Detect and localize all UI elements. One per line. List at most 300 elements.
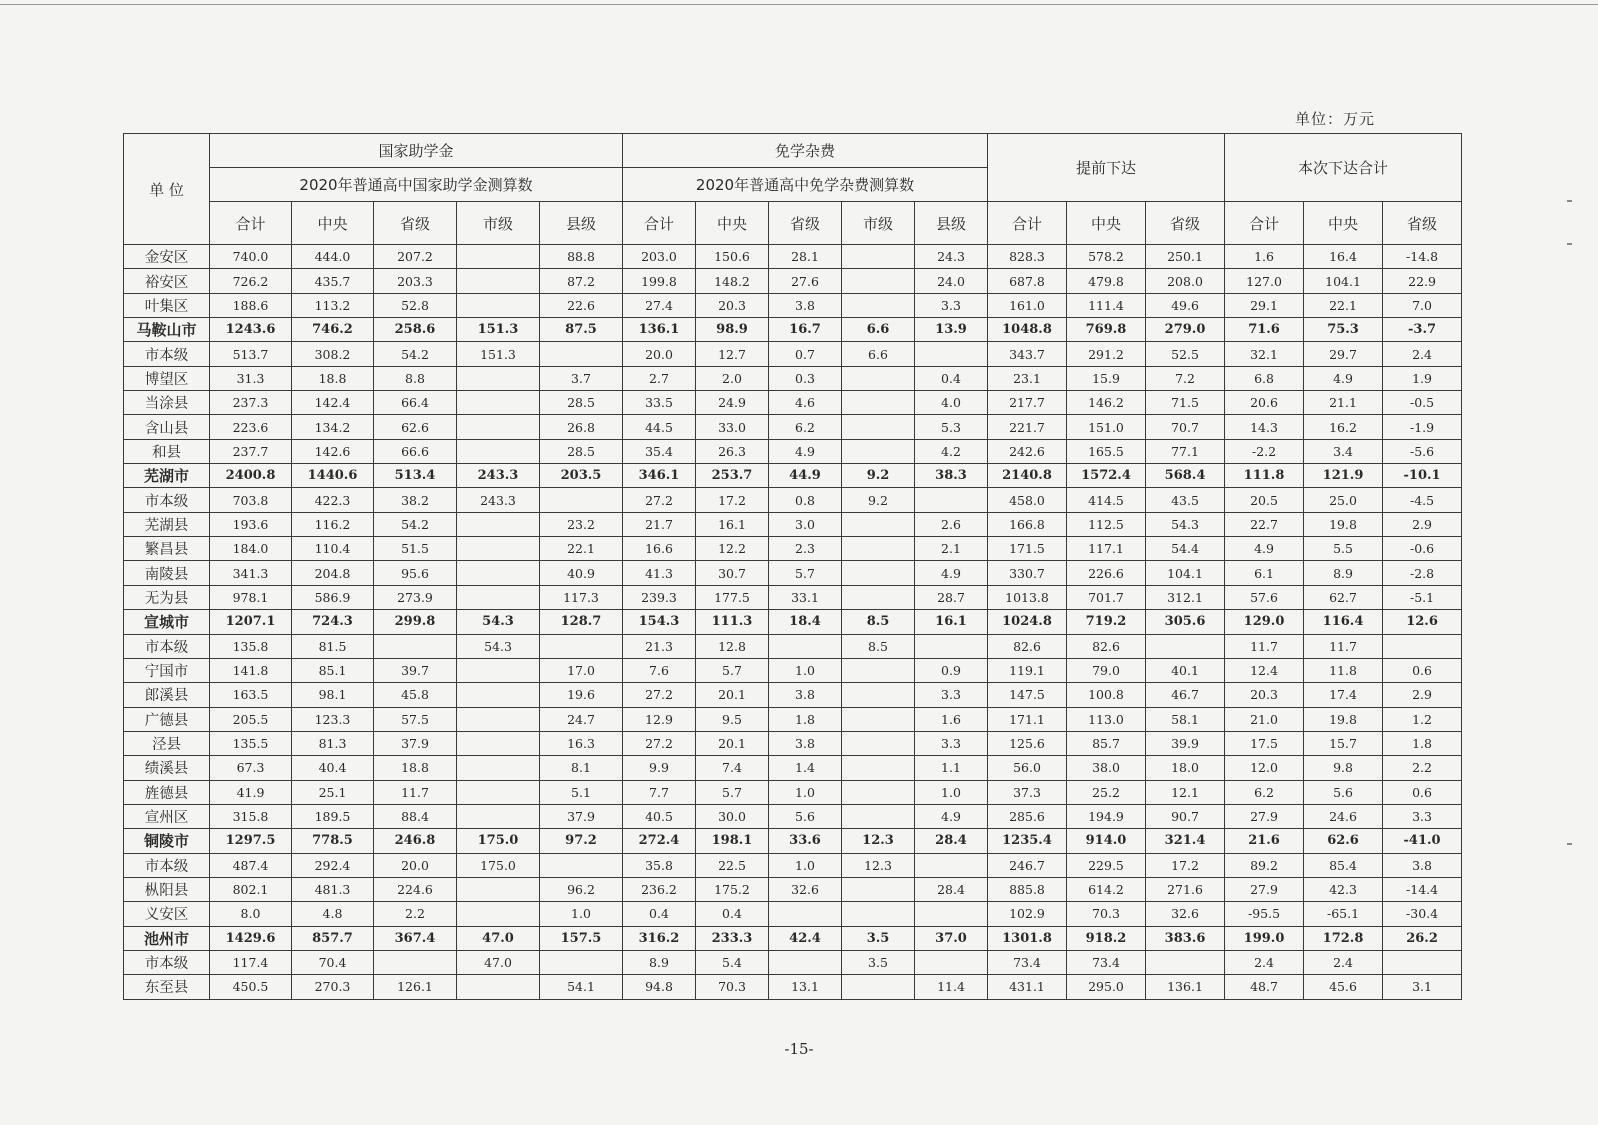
region-name-cell: 含山县 bbox=[124, 415, 210, 439]
value-cell: 270.3 bbox=[292, 975, 374, 999]
value-cell: 578.2 bbox=[1067, 245, 1146, 269]
value-cell: 157.5 bbox=[540, 926, 623, 950]
table-row bbox=[124, 439, 1462, 463]
value-cell: 1.0 bbox=[769, 853, 842, 877]
region-name-cell: 市本级 bbox=[124, 853, 210, 877]
value-cell: 154.3 bbox=[623, 610, 696, 634]
value-cell: 3.5 bbox=[842, 950, 915, 974]
value-cell: 0.6 bbox=[1383, 658, 1462, 682]
value-cell: 32.1 bbox=[1225, 342, 1304, 366]
column-header: 县级 bbox=[915, 202, 988, 245]
value-cell: 0.3 bbox=[769, 366, 842, 390]
value-cell: 18.4 bbox=[769, 610, 842, 634]
value-cell: 111.8 bbox=[1225, 464, 1304, 488]
table-row bbox=[124, 683, 1462, 707]
column-header: 合计 bbox=[988, 202, 1067, 245]
value-cell bbox=[842, 585, 915, 609]
value-cell: 0.6 bbox=[1383, 780, 1462, 804]
value-cell: 1207.1 bbox=[210, 610, 292, 634]
fee-subheader: 2020年普通高中免学杂费测算数 bbox=[623, 168, 988, 202]
value-cell: 740.0 bbox=[210, 245, 292, 269]
value-cell: 305.6 bbox=[1146, 610, 1225, 634]
value-cell: 4.9 bbox=[915, 561, 988, 585]
table-row bbox=[124, 366, 1462, 390]
table-row bbox=[124, 537, 1462, 561]
value-cell: 135.5 bbox=[210, 731, 292, 755]
value-cell: 14.3 bbox=[1225, 415, 1304, 439]
value-cell: 127.0 bbox=[1225, 269, 1304, 293]
value-cell: 16.4 bbox=[1304, 245, 1383, 269]
value-cell: 57.5 bbox=[374, 707, 457, 731]
value-cell: 8.9 bbox=[1304, 561, 1383, 585]
value-cell: 23.1 bbox=[988, 366, 1067, 390]
value-cell: -0.5 bbox=[1383, 391, 1462, 415]
value-cell: 19.8 bbox=[1304, 707, 1383, 731]
value-cell bbox=[842, 804, 915, 828]
region-name-cell: 市本级 bbox=[124, 950, 210, 974]
value-cell: 2.7 bbox=[623, 366, 696, 390]
value-cell: 2.2 bbox=[1383, 756, 1462, 780]
value-cell: 119.1 bbox=[988, 658, 1067, 682]
value-cell bbox=[540, 488, 623, 512]
value-cell: 778.5 bbox=[292, 829, 374, 853]
value-cell: 203.3 bbox=[374, 269, 457, 293]
value-cell: 2400.8 bbox=[210, 464, 292, 488]
value-cell: 19.8 bbox=[1304, 512, 1383, 536]
value-cell: 12.3 bbox=[842, 853, 915, 877]
advance-group-header: 提前下达 bbox=[988, 134, 1225, 202]
value-cell: 27.2 bbox=[623, 731, 696, 755]
value-cell bbox=[457, 902, 540, 926]
value-cell: 38.3 bbox=[915, 464, 988, 488]
value-cell: 2.0 bbox=[696, 366, 769, 390]
value-cell: 54.1 bbox=[540, 975, 623, 999]
value-cell: 77.1 bbox=[1146, 439, 1225, 463]
value-cell bbox=[457, 439, 540, 463]
value-cell bbox=[1383, 634, 1462, 658]
value-cell: 75.3 bbox=[1304, 318, 1383, 342]
value-cell: 5.3 bbox=[915, 415, 988, 439]
value-cell: 273.9 bbox=[374, 585, 457, 609]
value-cell: 3.0 bbox=[769, 512, 842, 536]
value-cell: 726.2 bbox=[210, 269, 292, 293]
value-cell: 24.7 bbox=[540, 707, 623, 731]
value-cell: 148.2 bbox=[696, 269, 769, 293]
value-cell: 5.7 bbox=[696, 780, 769, 804]
value-cell: 110.4 bbox=[292, 537, 374, 561]
value-cell bbox=[1146, 950, 1225, 974]
value-cell: 26.2 bbox=[1383, 926, 1462, 950]
value-cell: 151.0 bbox=[1067, 415, 1146, 439]
value-cell: 4.9 bbox=[1304, 366, 1383, 390]
value-cell: 33.6 bbox=[769, 829, 842, 853]
value-cell: 43.5 bbox=[1146, 488, 1225, 512]
value-cell: 172.8 bbox=[1304, 926, 1383, 950]
value-cell: 243.3 bbox=[457, 464, 540, 488]
value-cell bbox=[1383, 950, 1462, 974]
column-header: 省级 bbox=[1383, 202, 1462, 245]
value-cell: 81.5 bbox=[292, 634, 374, 658]
table-row bbox=[124, 512, 1462, 536]
value-cell: 4.0 bbox=[915, 391, 988, 415]
value-cell: 271.6 bbox=[1146, 877, 1225, 901]
column-header: 省级 bbox=[769, 202, 842, 245]
value-cell: 12.6 bbox=[1383, 610, 1462, 634]
top-border-line bbox=[0, 4, 1598, 5]
value-cell: 12.2 bbox=[696, 537, 769, 561]
value-cell: 746.2 bbox=[292, 318, 374, 342]
value-cell bbox=[457, 269, 540, 293]
value-cell bbox=[842, 391, 915, 415]
value-cell: 27.4 bbox=[623, 293, 696, 317]
value-cell: 8.1 bbox=[540, 756, 623, 780]
value-cell: 37.9 bbox=[374, 731, 457, 755]
value-cell: 223.6 bbox=[210, 415, 292, 439]
value-cell: 246.7 bbox=[988, 853, 1067, 877]
page-number: -15- bbox=[784, 1040, 814, 1058]
region-name-cell: 池州市 bbox=[124, 926, 210, 950]
value-cell: 136.1 bbox=[623, 318, 696, 342]
column-header: 市级 bbox=[457, 202, 540, 245]
value-cell: 1572.4 bbox=[1067, 464, 1146, 488]
value-cell: 58.1 bbox=[1146, 707, 1225, 731]
value-cell: 24.6 bbox=[1304, 804, 1383, 828]
value-cell: 13.9 bbox=[915, 318, 988, 342]
table-row bbox=[124, 707, 1462, 731]
value-cell: 3.3 bbox=[1383, 804, 1462, 828]
city-total-row bbox=[124, 464, 1462, 488]
value-cell: 299.8 bbox=[374, 610, 457, 634]
unit-column-header: 单 位 bbox=[124, 134, 210, 245]
value-cell: 687.8 bbox=[988, 269, 1067, 293]
region-name-cell: 博望区 bbox=[124, 366, 210, 390]
value-cell: 3.1 bbox=[1383, 975, 1462, 999]
region-name-cell: 繁昌县 bbox=[124, 537, 210, 561]
value-cell: 3.8 bbox=[1383, 853, 1462, 877]
value-cell bbox=[915, 488, 988, 512]
value-cell: 24.9 bbox=[696, 391, 769, 415]
value-cell: 1.0 bbox=[769, 658, 842, 682]
column-header: 合计 bbox=[623, 202, 696, 245]
value-cell bbox=[842, 293, 915, 317]
value-cell: 769.8 bbox=[1067, 318, 1146, 342]
region-name-cell: 金安区 bbox=[124, 245, 210, 269]
value-cell bbox=[915, 950, 988, 974]
value-cell: 19.6 bbox=[540, 683, 623, 707]
value-cell: 414.5 bbox=[1067, 488, 1146, 512]
value-cell: 54.3 bbox=[457, 634, 540, 658]
value-cell: 9.5 bbox=[696, 707, 769, 731]
value-cell: 71.6 bbox=[1225, 318, 1304, 342]
value-cell: 233.3 bbox=[696, 926, 769, 950]
value-cell: 1048.8 bbox=[988, 318, 1067, 342]
value-cell: 9.8 bbox=[1304, 756, 1383, 780]
value-cell: 9.2 bbox=[842, 464, 915, 488]
value-cell: 62.6 bbox=[1304, 829, 1383, 853]
region-name-cell: 枞阳县 bbox=[124, 877, 210, 901]
value-cell: -3.7 bbox=[1383, 318, 1462, 342]
region-name-cell: 泾县 bbox=[124, 731, 210, 755]
region-name-cell: 铜陵市 bbox=[124, 829, 210, 853]
value-cell: 104.1 bbox=[1146, 561, 1225, 585]
value-cell: 422.3 bbox=[292, 488, 374, 512]
value-cell: 6.6 bbox=[842, 318, 915, 342]
value-cell: 16.1 bbox=[696, 512, 769, 536]
value-cell: 87.2 bbox=[540, 269, 623, 293]
value-cell: 13.1 bbox=[769, 975, 842, 999]
value-cell: 2.1 bbox=[915, 537, 988, 561]
value-cell: 18.0 bbox=[1146, 756, 1225, 780]
value-cell: 20.0 bbox=[374, 853, 457, 877]
value-cell: 32.6 bbox=[769, 877, 842, 901]
value-cell: -1.9 bbox=[1383, 415, 1462, 439]
value-cell: 37.3 bbox=[988, 780, 1067, 804]
value-cell: 5.7 bbox=[696, 658, 769, 682]
value-cell: 41.3 bbox=[623, 561, 696, 585]
value-cell: 568.4 bbox=[1146, 464, 1225, 488]
value-cell: 88.4 bbox=[374, 804, 457, 828]
value-cell: 1.8 bbox=[769, 707, 842, 731]
value-cell: -30.4 bbox=[1383, 902, 1462, 926]
fee-group-header: 免学杂费 bbox=[623, 134, 988, 168]
value-cell bbox=[457, 293, 540, 317]
value-cell: 236.2 bbox=[623, 877, 696, 901]
value-cell: 513.4 bbox=[374, 464, 457, 488]
value-cell: 308.2 bbox=[292, 342, 374, 366]
value-cell: 2.4 bbox=[1304, 950, 1383, 974]
value-cell: 6.6 bbox=[842, 342, 915, 366]
value-cell: 2.3 bbox=[769, 537, 842, 561]
table-row bbox=[124, 269, 1462, 293]
table-row bbox=[124, 585, 1462, 609]
value-cell: 89.2 bbox=[1225, 853, 1304, 877]
value-cell: 8.0 bbox=[210, 902, 292, 926]
value-cell: 481.3 bbox=[292, 877, 374, 901]
value-cell bbox=[540, 950, 623, 974]
value-cell: 383.6 bbox=[1146, 926, 1225, 950]
value-cell: 37.9 bbox=[540, 804, 623, 828]
value-cell: -14.8 bbox=[1383, 245, 1462, 269]
value-cell: 102.9 bbox=[988, 902, 1067, 926]
value-cell: 6.1 bbox=[1225, 561, 1304, 585]
value-cell: 62.6 bbox=[374, 415, 457, 439]
value-cell: 3.5 bbox=[842, 926, 915, 950]
value-cell: 48.7 bbox=[1225, 975, 1304, 999]
value-cell: 203.5 bbox=[540, 464, 623, 488]
value-cell bbox=[374, 634, 457, 658]
value-cell: 175.2 bbox=[696, 877, 769, 901]
value-cell bbox=[457, 658, 540, 682]
value-cell: 166.8 bbox=[988, 512, 1067, 536]
value-cell bbox=[457, 877, 540, 901]
value-cell bbox=[915, 853, 988, 877]
value-cell: 20.1 bbox=[696, 683, 769, 707]
value-cell: 208.0 bbox=[1146, 269, 1225, 293]
value-cell: 258.6 bbox=[374, 318, 457, 342]
value-cell: 221.7 bbox=[988, 415, 1067, 439]
region-name-cell: 东至县 bbox=[124, 975, 210, 999]
table-row bbox=[124, 877, 1462, 901]
region-name-cell: 绩溪县 bbox=[124, 756, 210, 780]
value-cell bbox=[842, 731, 915, 755]
value-cell: 54.4 bbox=[1146, 537, 1225, 561]
value-cell: 6.2 bbox=[769, 415, 842, 439]
value-cell: 134.2 bbox=[292, 415, 374, 439]
value-cell: 45.6 bbox=[1304, 975, 1383, 999]
value-cell bbox=[842, 780, 915, 804]
value-cell bbox=[457, 512, 540, 536]
value-cell: 47.0 bbox=[457, 950, 540, 974]
value-cell: -2.2 bbox=[1225, 439, 1304, 463]
value-cell bbox=[457, 366, 540, 390]
value-cell: 25.1 bbox=[292, 780, 374, 804]
value-cell: -95.5 bbox=[1225, 902, 1304, 926]
value-cell: 479.8 bbox=[1067, 269, 1146, 293]
value-cell: 2.6 bbox=[915, 512, 988, 536]
value-cell: 40.1 bbox=[1146, 658, 1225, 682]
value-cell: 330.7 bbox=[988, 561, 1067, 585]
value-cell: 117.4 bbox=[210, 950, 292, 974]
column-header: 市级 bbox=[842, 202, 915, 245]
value-cell: 94.8 bbox=[623, 975, 696, 999]
value-cell: 0.4 bbox=[696, 902, 769, 926]
value-cell: 295.0 bbox=[1067, 975, 1146, 999]
value-cell: 7.0 bbox=[1383, 293, 1462, 317]
value-cell: 71.5 bbox=[1146, 391, 1225, 415]
value-cell: 184.0 bbox=[210, 537, 292, 561]
value-cell: 11.7 bbox=[374, 780, 457, 804]
column-header: 省级 bbox=[374, 202, 457, 245]
table-row bbox=[124, 804, 1462, 828]
value-cell: 175.0 bbox=[457, 829, 540, 853]
value-cell: 15.9 bbox=[1067, 366, 1146, 390]
value-cell: 126.1 bbox=[374, 975, 457, 999]
value-cell: 82.6 bbox=[988, 634, 1067, 658]
value-cell: -10.1 bbox=[1383, 464, 1462, 488]
value-cell: 4.6 bbox=[769, 391, 842, 415]
city-total-row bbox=[124, 829, 1462, 853]
value-cell: 5.6 bbox=[769, 804, 842, 828]
region-name-cell: 裕安区 bbox=[124, 269, 210, 293]
value-cell bbox=[374, 950, 457, 974]
value-cell: 54.3 bbox=[457, 610, 540, 634]
value-cell: 151.3 bbox=[457, 342, 540, 366]
value-cell: 2.4 bbox=[1225, 950, 1304, 974]
value-cell: 128.7 bbox=[540, 610, 623, 634]
value-cell: 135.8 bbox=[210, 634, 292, 658]
value-cell: 79.0 bbox=[1067, 658, 1146, 682]
value-cell bbox=[842, 877, 915, 901]
value-cell bbox=[842, 366, 915, 390]
value-cell: 12.8 bbox=[696, 634, 769, 658]
value-cell: 85.4 bbox=[1304, 853, 1383, 877]
value-cell: 4.2 bbox=[915, 439, 988, 463]
value-cell: 57.6 bbox=[1225, 585, 1304, 609]
value-cell: 147.5 bbox=[988, 683, 1067, 707]
table-row bbox=[124, 634, 1462, 658]
value-cell: 199.0 bbox=[1225, 926, 1304, 950]
value-cell bbox=[842, 756, 915, 780]
value-cell: 346.1 bbox=[623, 464, 696, 488]
value-cell: 8.5 bbox=[842, 634, 915, 658]
value-cell bbox=[842, 269, 915, 293]
value-cell: 44.9 bbox=[769, 464, 842, 488]
value-cell: 25.2 bbox=[1067, 780, 1146, 804]
value-cell: 341.3 bbox=[210, 561, 292, 585]
value-cell: 100.8 bbox=[1067, 683, 1146, 707]
value-cell: 199.8 bbox=[623, 269, 696, 293]
value-cell: 242.6 bbox=[988, 439, 1067, 463]
value-cell: 20.1 bbox=[696, 731, 769, 755]
value-cell: 719.2 bbox=[1067, 610, 1146, 634]
value-cell: 0.4 bbox=[623, 902, 696, 926]
region-name-cell: 市本级 bbox=[124, 634, 210, 658]
value-cell: -41.0 bbox=[1383, 829, 1462, 853]
value-cell: 3.3 bbox=[915, 731, 988, 755]
value-cell bbox=[915, 634, 988, 658]
value-cell: 49.6 bbox=[1146, 293, 1225, 317]
value-cell: 82.6 bbox=[1067, 634, 1146, 658]
column-header: 合计 bbox=[210, 202, 292, 245]
value-cell bbox=[915, 902, 988, 926]
region-name-cell: 芜湖市 bbox=[124, 464, 210, 488]
value-cell: 513.7 bbox=[210, 342, 292, 366]
value-cell: 37.0 bbox=[915, 926, 988, 950]
value-cell: 121.9 bbox=[1304, 464, 1383, 488]
value-cell: 250.1 bbox=[1146, 245, 1225, 269]
value-cell: 33.0 bbox=[696, 415, 769, 439]
value-cell bbox=[457, 780, 540, 804]
value-cell: 171.1 bbox=[988, 707, 1067, 731]
value-cell: 11.8 bbox=[1304, 658, 1383, 682]
value-cell: 20.6 bbox=[1225, 391, 1304, 415]
value-cell: 8.8 bbox=[374, 366, 457, 390]
column-header: 中央 bbox=[1067, 202, 1146, 245]
value-cell bbox=[915, 342, 988, 366]
value-cell bbox=[457, 731, 540, 755]
value-cell: 24.3 bbox=[915, 245, 988, 269]
region-name-cell: 芜湖县 bbox=[124, 512, 210, 536]
value-cell: 978.1 bbox=[210, 585, 292, 609]
value-cell bbox=[540, 853, 623, 877]
table-row bbox=[124, 245, 1462, 269]
value-cell: 0.7 bbox=[769, 342, 842, 366]
value-cell: 205.5 bbox=[210, 707, 292, 731]
value-cell: 70.4 bbox=[292, 950, 374, 974]
value-cell: 39.9 bbox=[1146, 731, 1225, 755]
value-cell: 1.6 bbox=[1225, 245, 1304, 269]
value-cell: 2.4 bbox=[1383, 342, 1462, 366]
value-cell: 87.5 bbox=[540, 318, 623, 342]
grant-subheader: 2020年普通高中国家助学金测算数 bbox=[210, 168, 623, 202]
value-cell bbox=[457, 683, 540, 707]
value-cell: 73.4 bbox=[988, 950, 1067, 974]
value-cell: 42.4 bbox=[769, 926, 842, 950]
value-cell: 88.8 bbox=[540, 245, 623, 269]
value-cell: 193.6 bbox=[210, 512, 292, 536]
value-cell: 112.5 bbox=[1067, 512, 1146, 536]
value-cell: 165.5 bbox=[1067, 439, 1146, 463]
value-cell: 1429.6 bbox=[210, 926, 292, 950]
value-cell: 194.9 bbox=[1067, 804, 1146, 828]
value-cell bbox=[842, 975, 915, 999]
value-cell: 29.7 bbox=[1304, 342, 1383, 366]
column-header: 中央 bbox=[292, 202, 374, 245]
value-cell: 224.6 bbox=[374, 877, 457, 901]
value-cell: 1.2 bbox=[1383, 707, 1462, 731]
value-cell: 316.2 bbox=[623, 926, 696, 950]
value-cell: 189.5 bbox=[292, 804, 374, 828]
